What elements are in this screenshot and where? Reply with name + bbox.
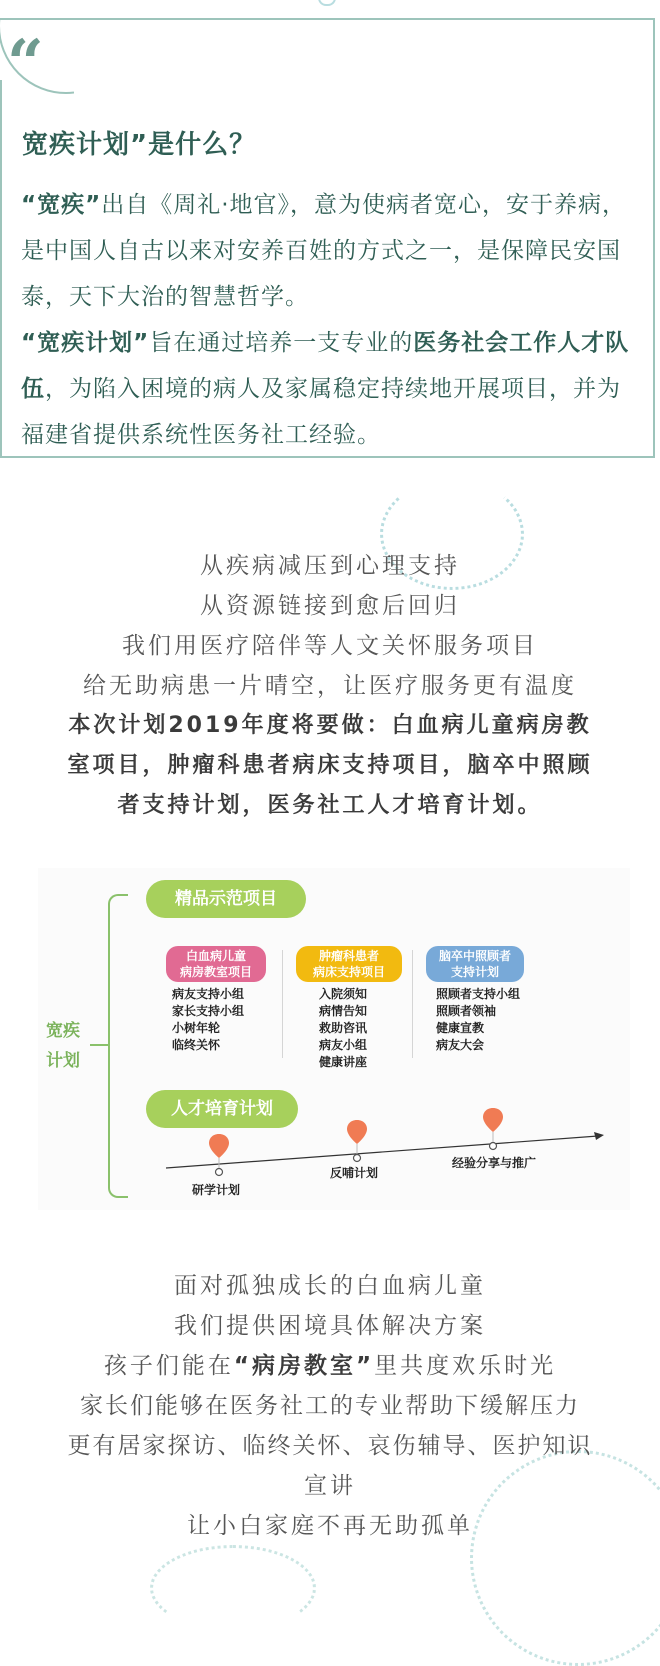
timeline xyxy=(164,1130,604,1170)
timeline-arrowhead xyxy=(594,1132,604,1140)
bracket xyxy=(108,894,128,1198)
list-item: 家长支持小组 xyxy=(172,1004,245,1018)
closing-text-span: 孩子们能在 xyxy=(103,1353,234,1379)
quote-emphasis: 医务社会工作人才队伍 xyxy=(21,330,630,402)
category-items-stroke xyxy=(436,986,520,1054)
closing-line: 面对孤独成长的白血病儿童 xyxy=(174,1273,486,1299)
closing-line: 宣讲 xyxy=(304,1473,356,1499)
plan-summary-line: 者支持计划，医务社工人才培育计划。 xyxy=(117,793,543,818)
stage-label: 反哺计划 xyxy=(330,1166,379,1180)
plan-diagram xyxy=(38,868,630,1210)
category-items-oncology xyxy=(319,986,367,1071)
list-item: 病情告知 xyxy=(319,1004,368,1018)
category-label: 白血病儿童 xyxy=(185,949,246,963)
list-item: 照顾者支持小组 xyxy=(436,987,521,1001)
closing-line xyxy=(0,1346,660,1386)
closing-text-span: 里共度欢乐时光 xyxy=(374,1353,557,1379)
category-badge-oncology xyxy=(296,946,402,982)
list-item: 照顾者领袖 xyxy=(436,1004,497,1018)
closing-line: 更有居家探访、临终关怀、哀伤辅导、医护知识 xyxy=(67,1433,593,1459)
column-divider xyxy=(412,950,413,1058)
location-pin-icon xyxy=(482,1106,504,1152)
plan-summary-line: 本次计划2019年度将要做：白血病儿童病房教 xyxy=(68,713,592,738)
list-item: 临终关怀 xyxy=(172,1038,221,1052)
category-badge-leukemia xyxy=(166,946,266,982)
main-label-line: 宽疾 xyxy=(46,1021,80,1041)
plan-summary-line: 室项目，肿瘤科患者病床支持项目，脑卒中照顾 xyxy=(67,753,593,778)
top-divider-ornament xyxy=(318,0,336,6)
list-item: 病友大会 xyxy=(436,1038,485,1052)
main-label-line: 计划 xyxy=(46,1051,80,1071)
location-pin-icon xyxy=(208,1132,230,1178)
list-item: 病友支持小组 xyxy=(172,987,245,1001)
quote-title: 宽疾计划”是什么？ xyxy=(22,130,257,160)
bracket-tick xyxy=(90,1044,110,1046)
category-label: 病床支持项目 xyxy=(312,965,385,979)
quote-text: 出自《周礼·地官》，意为使病者宽心，安于养病，是中国人自古以来对安养百姓的方式之一，是保障民安国泰，天下大治的智慧哲学。 xyxy=(21,192,627,310)
closing-text xyxy=(0,1266,660,1546)
intro-text xyxy=(0,546,660,826)
closing-line: 家长们能够在医务社工的专业帮助下缓解压力 xyxy=(80,1393,580,1419)
category-label: 肿瘤科患者 xyxy=(318,949,379,963)
quote-mark-icon: “ xyxy=(7,26,44,101)
intro-line: 给无助病患一片晴空，让医疗服务更有温度 xyxy=(83,673,577,699)
intro-line: 我们用医疗陪伴等人文关怀服务项目 xyxy=(122,633,538,659)
list-item: 健康讲座 xyxy=(319,1055,368,1069)
list-item: 入院须知 xyxy=(319,987,368,1001)
quote-term: “宽疾” xyxy=(21,192,102,218)
diagram-main-label xyxy=(38,1016,88,1076)
stage-label: 研学计划 xyxy=(192,1183,241,1197)
quote-term: “宽疾计划” xyxy=(21,330,150,356)
list-item: 救助咨讯 xyxy=(319,1021,368,1035)
closing-line: 我们提供困境具体解决方案 xyxy=(174,1313,486,1339)
category-label: 支持计划 xyxy=(450,965,499,979)
decorative-dotted-circle xyxy=(150,1545,316,1631)
column-divider xyxy=(282,950,283,1058)
location-pin-icon xyxy=(346,1118,368,1164)
category-label: 病房教室项目 xyxy=(179,965,252,979)
section-pill-demo-projects: 精品示范项目 xyxy=(146,880,306,918)
list-item: 健康宣教 xyxy=(436,1021,485,1035)
list-item: 小树年轮 xyxy=(172,1021,221,1035)
quote-text: ，为陷入困境的病人及家属稳定持续地开展项目，并为福建省提供系统性医务社工经验。 xyxy=(21,376,621,448)
intro-line: 从疾病减压到心理支持 xyxy=(200,553,460,579)
list-item: 病友小组 xyxy=(319,1038,368,1052)
category-badge-stroke xyxy=(426,946,524,982)
category-label: 脑卒中照顾者 xyxy=(438,949,511,963)
quote-box xyxy=(0,18,655,458)
closing-line: 让小白家庭不再无助孤单 xyxy=(187,1513,473,1539)
quote-paragraph-2 xyxy=(21,320,643,458)
section-pill-talent-plan: 人才培育计划 xyxy=(146,1090,298,1128)
intro-line: 从资源链接到愈后回归 xyxy=(200,593,460,619)
quote-paragraph-1 xyxy=(21,182,643,320)
quote-text: 旨在通过培养一支专业的 xyxy=(149,330,414,356)
category-items-leukemia xyxy=(172,986,244,1054)
ward-classroom-emphasis: “病房教室” xyxy=(233,1353,375,1379)
stage-label: 经验分享与推广 xyxy=(452,1156,537,1170)
